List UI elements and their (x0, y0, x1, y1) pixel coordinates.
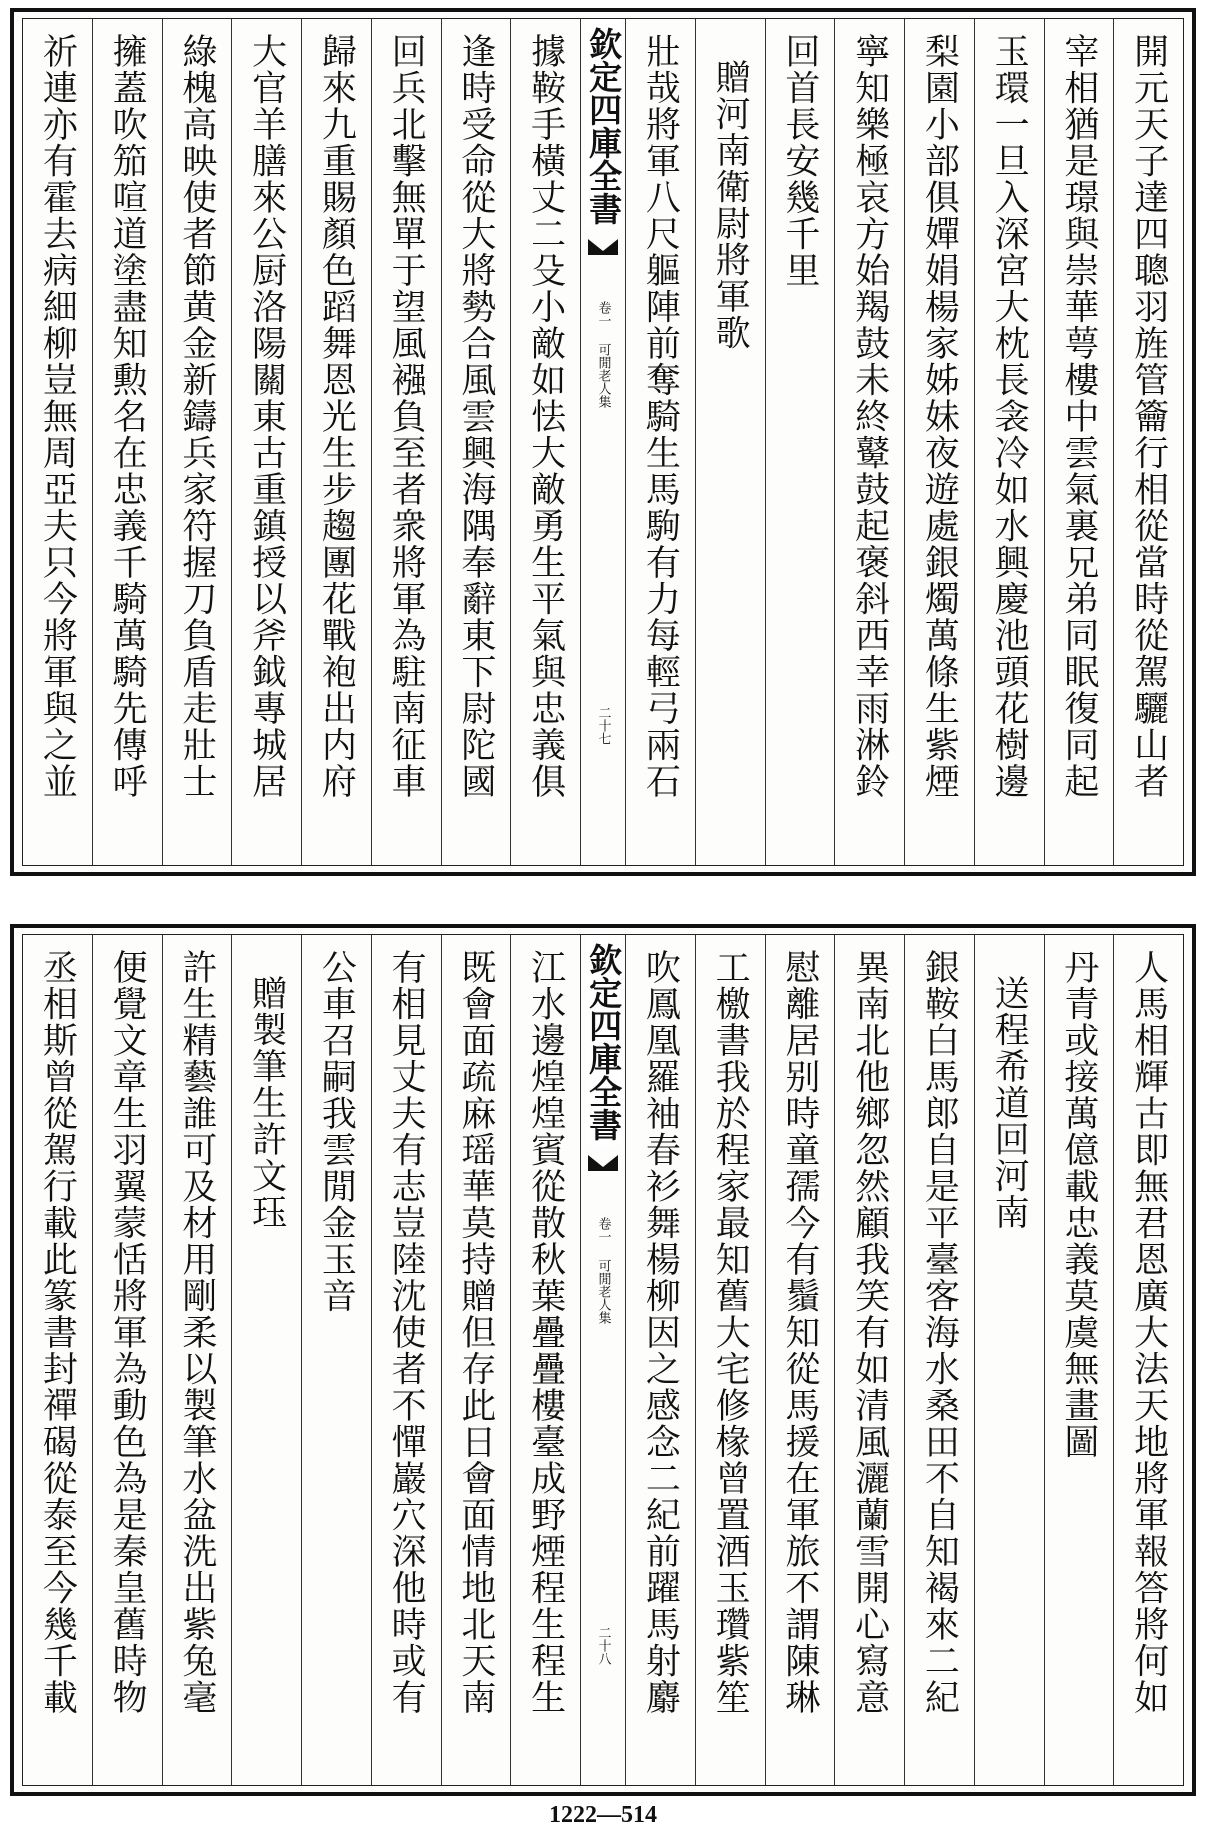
text-column: 大官羊膳來公厨洛陽關東古重鎮授以斧鉞專城居 (231, 19, 301, 865)
text-column: 擁蓋吹笳喧道塗盡知勲名在忠義千騎萬騎先傳呼 (92, 19, 162, 865)
text-column: 宰相猶是璟與崇華萼樓中雲氣裏兄弟同眠復同起 (1044, 19, 1114, 865)
text-column: 有相見丈夫有志豈陸沈使者不憚巖穴深他時或有 (371, 935, 441, 1785)
text-column: 壯哉將軍八尺軀陣前奪騎生馬駒有力每輕弓兩石 (625, 19, 695, 865)
collection-label: 可閒老人集 (595, 1259, 611, 1324)
poem-title-column: 贈河南衛尉將軍歌 (695, 19, 765, 865)
volume-label: 卷一 (595, 301, 611, 327)
footer-page-number: 1222—514 (549, 1802, 657, 1828)
poem-title-column: 送程希道回河南 (974, 935, 1044, 1785)
text-column: 便覺文章生羽翼蒙恬將軍為動色為是秦皇舊時物 (92, 935, 162, 1785)
fish-tail-mark-icon (586, 235, 620, 259)
text-column: 江水邊煌煌賓從散秋葉疊疊樓臺成野煙程生程生 (510, 935, 580, 1785)
text-column: 回兵北擊無單于望風襁負至者衆將軍為駐南征車 (371, 19, 441, 865)
text-column: 梨園小部俱嬋娟楊家姊妹夜遊處銀燭萬條生紫煙 (904, 19, 974, 865)
text-column: 逢時受命從大將勢合風雲興海隅奉辭東下尉陀國 (441, 19, 511, 865)
text-column: 銀鞍白馬郎自是平臺客海水桑田不自知褐來二紀 (904, 935, 974, 1785)
text-column: 據鞍手橫丈二殳小敵如怯大敵勇生平氣與忠義俱 (510, 19, 580, 865)
text-column: 許生精藝誰可及材用剛柔以製筆水盆洗出紫兔毫 (162, 935, 232, 1785)
text-column: 異南北他鄉忽然顧我笑有如清風灑蘭雪開心寫意 (834, 935, 904, 1785)
book-title: 欽定四庫全書 (585, 19, 621, 229)
bottom-page (10, 924, 1196, 1796)
page-number: 二十七 (595, 706, 611, 745)
page-gutter (580, 19, 625, 865)
top-page-text-area (22, 18, 1184, 866)
page-number: 二十八 (595, 1626, 611, 1665)
text-column: 綠槐高映使者節黄金新鑄兵家符握刀負盾走壯士 (162, 19, 232, 865)
top-page (10, 8, 1196, 876)
collection-label: 可閒老人集 (595, 343, 611, 408)
text-column: 人馬相輝古即無君恩廣大法天地將軍報答將何如 (1113, 935, 1183, 1785)
page-gutter (580, 935, 625, 1785)
text-column: 玉環一旦入深宮大枕長衾冷如水興慶池頭花樹邊 (974, 19, 1044, 865)
poem-title-column: 贈製筆生許文珏 (231, 935, 301, 1785)
text-column: 工檄書我於程家最知舊大宅修椽曾置酒玉瓚紫笙 (695, 935, 765, 1785)
bottom-page-text-area (22, 934, 1184, 1786)
text-column: 丞相斯曾從駕行載此篆書封禪碣從泰至今幾千載 (37, 949, 78, 1716)
volume-label: 卷一 (595, 1217, 611, 1243)
text-column: 丹青或接萬億載忠義莫虞無畫圖 (1044, 935, 1114, 1785)
text-column: 開元天子達四聰羽旌管籥行相從當時從駕驪山者 (1113, 19, 1183, 865)
text-column: 吹鳳凰羅袖春衫舞楊柳因之感念二紀前躍馬射麝 (625, 935, 695, 1785)
text-column: 既會面疏麻瑶華莫持贈但存此日會面情地北天南 (441, 935, 511, 1785)
fish-tail-mark-icon (586, 1151, 620, 1175)
text-column: 回首長安幾千里 (765, 19, 835, 865)
text-column: 歸來九重賜顏色蹈舞恩光生步趨團花戰袍出内府 (301, 19, 371, 865)
text-column: 祈連亦有霍去病細柳豈無周亞夫只今將軍與之並 (37, 33, 78, 800)
book-title: 欽定四庫全書 (585, 935, 621, 1145)
text-column: 公車召嗣我雲閒金玉音 (301, 935, 371, 1785)
text-column: 慰離居别時童孺今有鬚知從馬援在軍旅不謂陳琳 (765, 935, 835, 1785)
text-column: 寧知樂極哀方始羯鼓未終鼙鼓起褒斜西幸雨淋鈴 (834, 19, 904, 865)
